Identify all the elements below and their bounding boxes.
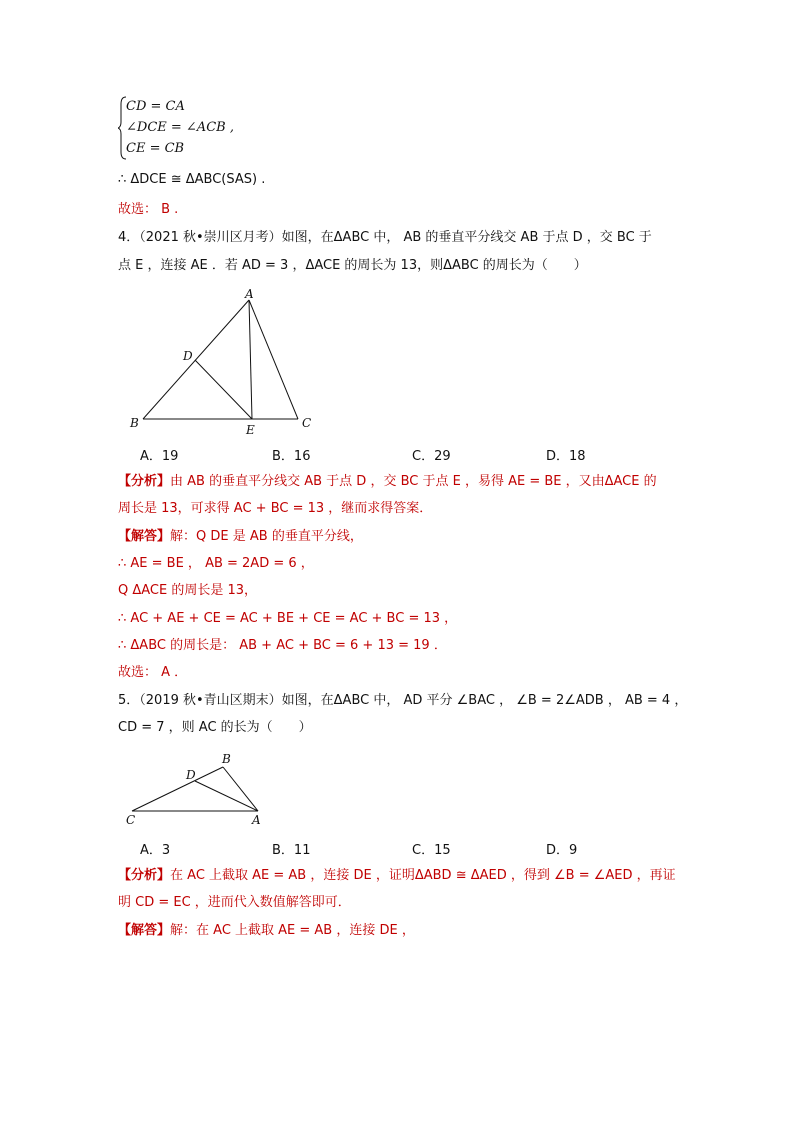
- conclusion-1: ∴ ΔDCE ≅ ΔABC(SAS) .: [118, 172, 266, 187]
- q4-label-b: B: [130, 416, 139, 430]
- system-row-3: CE = CB: [126, 141, 185, 156]
- q5-segment-ad: [195, 781, 258, 811]
- q5-option-d: D．9: [546, 843, 578, 858]
- q5-label-a: A: [252, 813, 261, 827]
- q4-solution-text-1: 解：Q DE 是 AB 的垂直平分线，: [170, 529, 363, 544]
- q4-option-a: A．19: [140, 449, 179, 464]
- q5-analysis-line-2: 明 CD = EC ，进而代入数值解答即可．: [118, 895, 351, 910]
- q5-analysis-line-1: [118, 866, 676, 886]
- q4-segment-ac: [249, 300, 298, 419]
- q4-text-line-2: 点 E ，连接 AE ．若 AD = 3 ，ΔACE 的周长为 13，则ΔABC 的周长为（ ）: [118, 258, 587, 273]
- q4-solution-line-3: Q ΔACE 的周长是 13，: [118, 583, 258, 598]
- q4-label-a: A: [245, 287, 254, 301]
- system-row-1: CD = CA: [126, 99, 185, 114]
- q4-solution-line-5: ∴ ΔABC 的周长是： AB + AC + BC = 6 + 13 = 19 ．: [118, 638, 447, 653]
- q4-segment-ba: [143, 300, 249, 419]
- q5-text-line-2: CD = 7 ，则 AC 的长为（ ）: [118, 720, 312, 735]
- q4-label-e: E: [246, 423, 255, 437]
- q4-analysis-line-1: [118, 472, 657, 492]
- q5-text-line-1: 5．（2019 秋•青山区期末）如图，在ΔABC 中， AD 平分 ∠BAC ， ∠B = 2∠ADB ， AB = 4 ，: [118, 693, 688, 708]
- q5-option-c: C．15: [412, 843, 451, 858]
- q4-label-c: C: [302, 416, 312, 430]
- q4-solution-line-1: [118, 527, 363, 547]
- q5-option-a: A．3: [140, 843, 171, 858]
- q4-label-d: D: [183, 349, 193, 363]
- q5-solution-line-1: [118, 921, 415, 941]
- q4-segment-de: [195, 360, 252, 419]
- q4-option-c: C．29: [412, 449, 451, 464]
- q5-label-c: C: [126, 813, 136, 827]
- q5-label-b: B: [222, 752, 231, 766]
- q4-analysis-line-2: 周长是 13，可求得 AC + BC = 13 ，继而求得答案．: [118, 501, 433, 516]
- q4-solution-tag: 【解答】: [118, 529, 171, 544]
- q4-solution-line-4: ∴ AC + AE + CE = AC + BE + CE = AC + BC = 13 ，: [118, 611, 458, 626]
- q4-option-d: D．18: [546, 449, 586, 464]
- q5-label-d: D: [186, 768, 196, 782]
- q4-solution-line-2: ∴ AE = BE ， AB = 2AD = 6 ，: [118, 556, 314, 571]
- q5-solution-text-1: 解：在 AC 上截取 AE = AB ，连接 DE ，: [170, 923, 415, 938]
- q5-analysis-tag: 【分析】: [118, 868, 171, 883]
- q4-text-line-1: 4．（2021 秋•崇川区月考）如图，在ΔABC 中， AB 的垂直平分线交 AB 于点 D ，交 BC 于: [118, 230, 652, 245]
- system-row-2: ∠DCE = ∠ACB ,: [126, 120, 234, 135]
- q5-analysis-text-1: 在 AC 上截取 AE = AB ，连接 DE ，证明ΔABD ≅ ΔAED ，得到 ∠B = ∠AED ，再证: [170, 868, 676, 883]
- q4-option-b: B．16: [272, 449, 311, 464]
- answer-1: 故选： B .: [118, 202, 179, 217]
- q5-segment-ba: [223, 767, 258, 811]
- q5-solution-tag: 【解答】: [118, 923, 171, 938]
- q4-answer: 故选： A ．: [118, 665, 188, 680]
- q4-analysis-tag: 【分析】: [118, 474, 171, 489]
- q5-segment-cb: [132, 767, 223, 811]
- q4-analysis-text-1: 由 AB 的垂直平分线交 AB 于点 D ，交 BC 于点 E ，易得 AE = BE ，又由ΔACE 的: [170, 474, 657, 489]
- q5-triangle-figure: [120, 748, 280, 830]
- q4-triangle-figure: [120, 282, 330, 442]
- q4-segment-ae: [249, 300, 252, 419]
- q5-option-b: B．11: [272, 843, 311, 858]
